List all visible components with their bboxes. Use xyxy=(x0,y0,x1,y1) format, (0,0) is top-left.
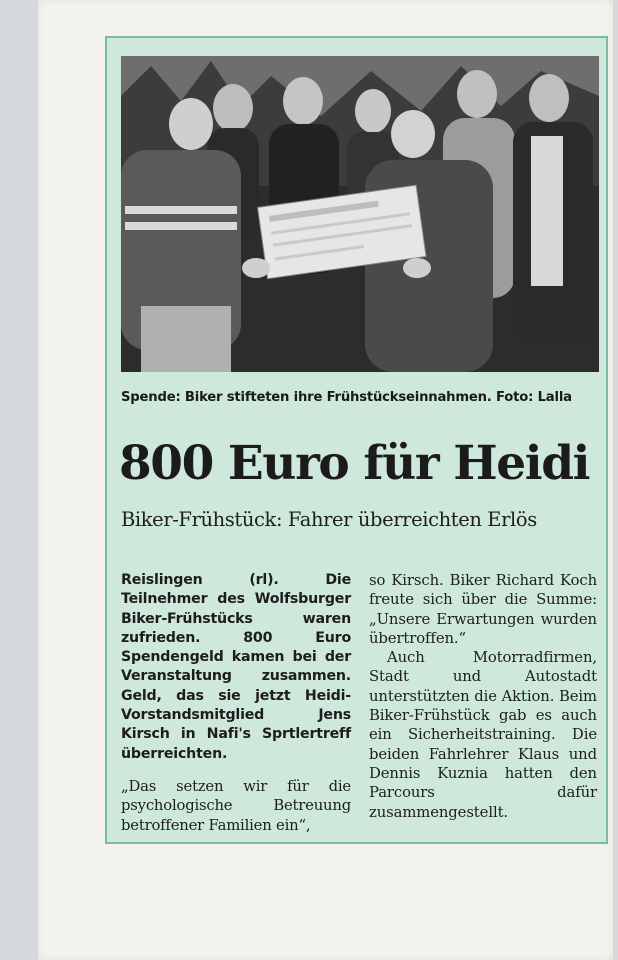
quote-paragraph: „Das setzen wir für die psychologische Betreuung betroffener Familien ein“, xyxy=(121,777,351,834)
article-column-left xyxy=(121,571,351,835)
sponsors-paragraph: Auch Motorradfirmen, Stadt und Autostadt unterstützten die Aktion. Beim Biker-Frühstück gab es auch ein Sicherheitstraining. Die beiden Fahrlehrer Klaus und Dennis Kuznia hatten den Parcours dafür zusammengestellt. xyxy=(369,649,597,821)
article-photo xyxy=(121,56,599,372)
continuation-paragraph: so Kirsch. Biker Richard Koch freute sich über die Summe: „Unsere Erwartungen wurden übertroffen.“ xyxy=(369,572,597,647)
caption-text: Spende: Biker stifteten ihre Frühstückseinnahmen. xyxy=(121,390,492,405)
photo-credit: Foto: Lalla xyxy=(496,390,572,405)
headline: 800 Euro für Heidi xyxy=(119,436,590,491)
photo-caption xyxy=(121,390,601,405)
group-photo-illustration xyxy=(121,56,599,372)
lead-paragraph: Reislingen (rl). Die Teilnehmer des Wolfsburger Biker-Frühstücks waren zufrieden. 800 Euro Spendengeld kamen bei der Veranstaltung zusammen. Geld, das sie jetzt Heidi-Vorstandsmitglied Jens Kirsch in Nafi's Sprtlertreff überreichten. xyxy=(121,572,351,762)
article-column-right xyxy=(369,571,597,822)
subheadline: Biker-Frühstück: Fahrer überreichten Erlös xyxy=(121,508,537,531)
newspaper-clipping xyxy=(105,36,608,844)
